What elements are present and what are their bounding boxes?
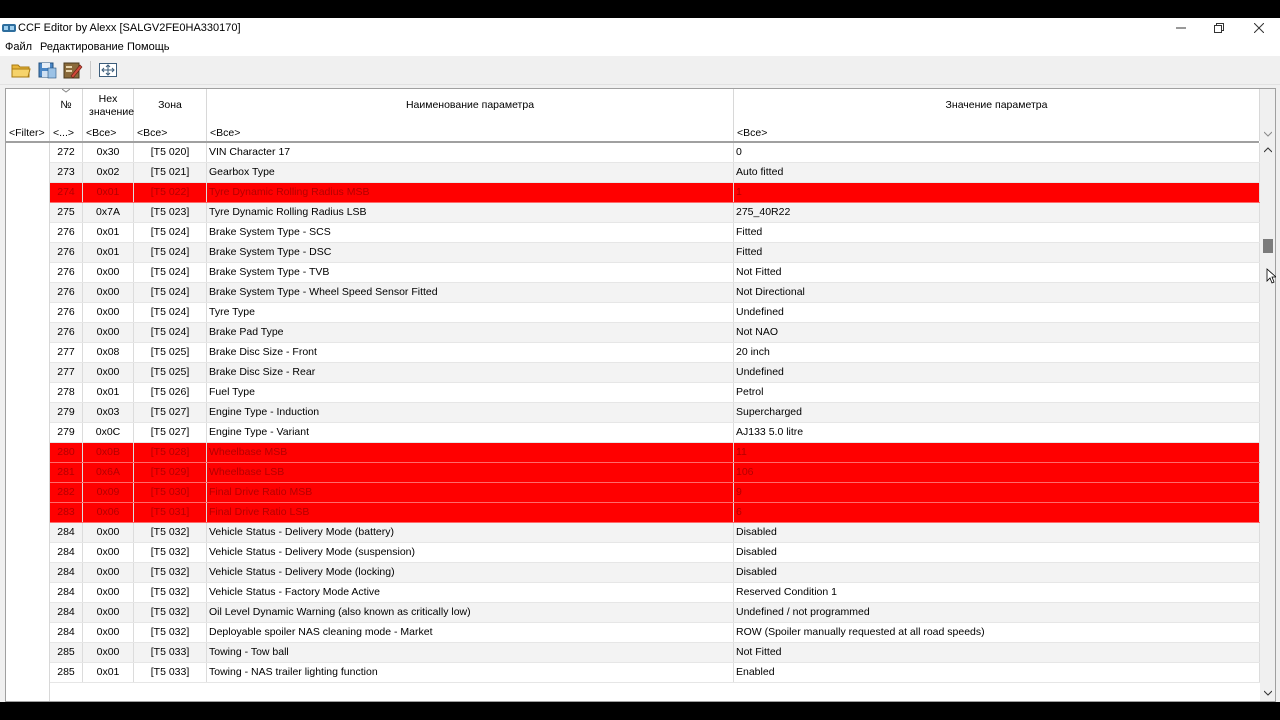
cell-num[interactable]: 285: [50, 643, 83, 662]
cell-name[interactable]: Vehicle Status - Delivery Mode (battery): [207, 523, 734, 542]
table-row[interactable]: [50, 243, 1260, 263]
col-header-name-label: Наименование параметра: [405, 99, 535, 111]
col-header-hex[interactable]: [83, 89, 134, 125]
cell-zone[interactable]: [T5 032]: [134, 563, 207, 582]
cell-num[interactable]: 282: [50, 483, 83, 502]
table-row[interactable]: [50, 623, 1260, 643]
cell-value[interactable]: Not Fitted: [734, 263, 1260, 282]
cell-value[interactable]: Supercharged: [734, 403, 1260, 422]
edit-button[interactable]: [62, 59, 84, 81]
cell-zone[interactable]: [T5 025]: [134, 363, 207, 382]
filter-value[interactable]: <Все>: [734, 125, 1260, 141]
cell-num[interactable]: 278: [50, 383, 83, 402]
edit-icon: [62, 59, 84, 81]
cell-num[interactable]: 276: [50, 263, 83, 282]
cell-name[interactable]: Brake System Type - SCS: [207, 223, 734, 242]
cell-num[interactable]: 277: [50, 343, 83, 362]
cell-value[interactable]: Not NAO: [734, 323, 1260, 342]
cell-value[interactable]: Undefined / not programmed: [734, 603, 1260, 622]
cell-hex[interactable]: 0x09: [83, 483, 134, 502]
cell-num[interactable]: 284: [50, 603, 83, 622]
fit-view-button[interactable]: [97, 59, 119, 81]
table-row[interactable]: [50, 443, 1260, 463]
cell-hex[interactable]: 0x00: [83, 543, 134, 562]
cell-zone[interactable]: [T5 032]: [134, 543, 207, 562]
cell-zone[interactable]: [T5 024]: [134, 283, 207, 302]
cell-name[interactable]: Brake Disc Size - Rear: [207, 363, 734, 382]
cell-num[interactable]: 283: [50, 503, 83, 522]
col-header-value-label: Значение параметра: [945, 99, 1048, 111]
filter-name[interactable]: <Все>: [207, 125, 734, 141]
toolbar-separator: [90, 61, 91, 79]
cell-name[interactable]: Tyre Dynamic Rolling Radius MSB: [207, 183, 734, 202]
cell-name[interactable]: Wheelbase LSB: [207, 463, 734, 482]
table-row[interactable]: [50, 323, 1260, 343]
cell-value[interactable]: Not Fitted: [734, 643, 1260, 662]
cell-zone[interactable]: [T5 032]: [134, 583, 207, 602]
cell-num[interactable]: 281: [50, 463, 83, 482]
cell-zone[interactable]: [T5 024]: [134, 303, 207, 322]
cell-value[interactable]: 0: [734, 143, 1260, 162]
cell-zone[interactable]: [T5 027]: [134, 423, 207, 442]
cell-zone[interactable]: [T5 032]: [134, 623, 207, 642]
cell-hex[interactable]: 0x7A: [83, 203, 134, 222]
toolbar: [0, 56, 1280, 85]
scroll-thumb[interactable]: [1263, 239, 1273, 253]
chevron-up-icon: [1264, 147, 1272, 153]
cell-value[interactable]: Auto fitted: [734, 163, 1260, 182]
cell-num[interactable]: 272: [50, 143, 83, 162]
cell-name[interactable]: Vehicle Status - Factory Mode Active: [207, 583, 734, 602]
table-row[interactable]: [50, 583, 1260, 603]
cell-num[interactable]: 276: [50, 303, 83, 322]
col-header-hex-label: Hex значение: [89, 93, 135, 118]
title-bar[interactable]: [0, 18, 1280, 39]
cell-value[interactable]: 11: [734, 443, 1260, 462]
cell-value[interactable]: Fitted: [734, 223, 1260, 242]
col-header-name[interactable]: [207, 89, 734, 125]
cell-hex[interactable]: 0x00: [83, 563, 134, 582]
cell-num[interactable]: 277: [50, 363, 83, 382]
cell-hex[interactable]: 0x01: [83, 383, 134, 402]
cell-name[interactable]: Brake System Type - DSC: [207, 243, 734, 262]
cell-num[interactable]: 275: [50, 203, 83, 222]
table-row[interactable]: [50, 363, 1260, 383]
cell-hex[interactable]: 0x00: [83, 303, 134, 322]
cell-num[interactable]: 284: [50, 523, 83, 542]
row-selector-column[interactable]: [6, 143, 50, 702]
cell-name[interactable]: Tyre Type: [207, 303, 734, 322]
cell-name[interactable]: Fuel Type: [207, 383, 734, 402]
col-header-num-label: №: [60, 99, 72, 111]
table-row[interactable]: [50, 543, 1260, 563]
cell-zone[interactable]: [T5 032]: [134, 523, 207, 542]
cell-name[interactable]: Towing - Tow ball: [207, 643, 734, 662]
cell-hex[interactable]: 0x03: [83, 403, 134, 422]
cell-hex[interactable]: 0x01: [83, 663, 134, 682]
minimize-icon: [1176, 23, 1186, 33]
cell-num[interactable]: 284: [50, 623, 83, 642]
cell-hex[interactable]: 0x06: [83, 503, 134, 522]
menu-bar: [0, 39, 1280, 56]
cell-hex[interactable]: 0x0C: [83, 423, 134, 442]
app-window: [0, 18, 1280, 702]
parameter-grid[interactable]: [5, 88, 1276, 702]
cell-name[interactable]: Brake System Type - TVB: [207, 263, 734, 282]
cell-value[interactable]: 9: [734, 483, 1260, 502]
cell-hex[interactable]: 0x00: [83, 323, 134, 342]
cell-hex[interactable]: 0x00: [83, 363, 134, 382]
cell-zone[interactable]: [T5 021]: [134, 163, 207, 182]
cell-num[interactable]: 276: [50, 223, 83, 242]
cell-hex[interactable]: 0x02: [83, 163, 134, 182]
restore-icon: [1214, 23, 1224, 33]
save-button[interactable]: [36, 59, 58, 81]
save-icon: [36, 59, 58, 81]
filter-hex[interactable]: <Все>: [83, 125, 134, 141]
mouse-cursor-icon: [1266, 268, 1276, 284]
cell-zone[interactable]: [T5 023]: [134, 203, 207, 222]
filter-label: <Filter>: [6, 125, 50, 141]
restore-button[interactable]: [1200, 18, 1238, 39]
cell-hex[interactable]: 0x00: [83, 583, 134, 602]
cell-name[interactable]: Oil Level Dynamic Warning (also known as critically low): [207, 603, 734, 622]
cell-hex[interactable]: 0x00: [83, 623, 134, 642]
cell-num[interactable]: 285: [50, 663, 83, 682]
col-header-zone-label: Зона: [158, 99, 182, 111]
cell-value[interactable]: 1: [734, 183, 1260, 202]
cell-name[interactable]: Final Drive Ratio LSB: [207, 503, 734, 522]
cell-name[interactable]: VIN Character 17: [207, 143, 734, 162]
table-row[interactable]: [50, 143, 1260, 163]
fit-view-icon: [97, 59, 119, 81]
table-row[interactable]: [50, 263, 1260, 283]
table-row[interactable]: [50, 383, 1260, 403]
cell-zone[interactable]: [T5 031]: [134, 503, 207, 522]
table-row[interactable]: [50, 343, 1260, 363]
col-header-num[interactable]: [50, 89, 83, 125]
cell-num[interactable]: 284: [50, 563, 83, 582]
cell-value[interactable]: Undefined: [734, 363, 1260, 382]
cell-value[interactable]: Disabled: [734, 563, 1260, 582]
table-row[interactable]: [50, 663, 1260, 683]
window-title: CCF Editor by Alexx [SALGV2FE0HA330170]: [18, 22, 241, 34]
cell-num[interactable]: 280: [50, 443, 83, 462]
cell-num[interactable]: 276: [50, 323, 83, 342]
table-row[interactable]: [50, 223, 1260, 243]
table-row[interactable]: [50, 403, 1260, 423]
cell-value[interactable]: Undefined: [734, 303, 1260, 322]
table-row[interactable]: [50, 463, 1260, 483]
cell-value[interactable]: Disabled: [734, 543, 1260, 562]
cell-value[interactable]: Petrol: [734, 383, 1260, 402]
col-header-value[interactable]: [734, 89, 1260, 125]
cell-zone[interactable]: [T5 033]: [134, 643, 207, 662]
cell-name[interactable]: Gearbox Type: [207, 163, 734, 182]
cell-name[interactable]: Wheelbase MSB: [207, 443, 734, 462]
filter-num[interactable]: <...>: [50, 125, 83, 141]
cell-hex[interactable]: 0x00: [83, 643, 134, 662]
cell-value[interactable]: 106: [734, 463, 1260, 482]
cell-value[interactable]: 20 inch: [734, 343, 1260, 362]
cell-hex[interactable]: 0x01: [83, 243, 134, 262]
cell-hex[interactable]: 0x01: [83, 183, 134, 202]
cell-name[interactable]: Engine Type - Variant: [207, 423, 734, 442]
cell-name[interactable]: Vehicle Status - Delivery Mode (suspension): [207, 543, 734, 562]
cell-zone[interactable]: [T5 027]: [134, 403, 207, 422]
table-row[interactable]: [50, 303, 1260, 323]
col-header-zone[interactable]: [134, 89, 207, 125]
cell-zone[interactable]: [T5 020]: [134, 143, 207, 162]
cell-num[interactable]: 279: [50, 403, 83, 422]
close-button[interactable]: [1240, 18, 1278, 39]
table-row[interactable]: [50, 523, 1260, 543]
cell-hex[interactable]: 0x00: [83, 603, 134, 622]
scroll-up-button[interactable]: [1260, 143, 1275, 158]
cell-zone[interactable]: [T5 032]: [134, 603, 207, 622]
open-button[interactable]: [10, 59, 32, 81]
cell-value[interactable]: Enabled: [734, 663, 1260, 682]
open-folder-icon: [10, 59, 32, 81]
scroll-header-arrow: [1260, 127, 1275, 142]
menu-help[interactable]: Помощь: [127, 41, 170, 53]
cell-name[interactable]: Towing - NAS trailer lighting function: [207, 663, 734, 682]
cell-zone[interactable]: [T5 024]: [134, 243, 207, 262]
cell-zone[interactable]: [T5 026]: [134, 383, 207, 402]
cell-name[interactable]: Engine Type - Induction: [207, 403, 734, 422]
cell-zone[interactable]: [T5 022]: [134, 183, 207, 202]
cell-name[interactable]: Deployable spoiler NAS cleaning mode - Market: [207, 623, 734, 642]
cell-value[interactable]: Fitted: [734, 243, 1260, 262]
table-row[interactable]: [50, 183, 1260, 203]
table-row[interactable]: [50, 423, 1260, 443]
cell-hex[interactable]: 0x00: [83, 263, 134, 282]
cell-num[interactable]: 273: [50, 163, 83, 182]
minimize-button[interactable]: [1162, 18, 1200, 39]
cell-hex[interactable]: 0x08: [83, 343, 134, 362]
cell-num[interactable]: 276: [50, 243, 83, 262]
cell-zone[interactable]: [T5 029]: [134, 463, 207, 482]
cell-value[interactable]: 275_40R22: [734, 203, 1260, 222]
cell-name[interactable]: Brake Pad Type: [207, 323, 734, 342]
scroll-down-button[interactable]: [1260, 686, 1275, 701]
cell-value[interactable]: Disabled: [734, 523, 1260, 542]
cell-hex[interactable]: 0x0B: [83, 443, 134, 462]
cell-hex[interactable]: 0x30: [83, 143, 134, 162]
cell-zone[interactable]: [T5 024]: [134, 263, 207, 282]
cell-zone[interactable]: [T5 028]: [134, 443, 207, 462]
cell-num[interactable]: 284: [50, 543, 83, 562]
table-row[interactable]: [50, 603, 1260, 623]
close-icon: [1254, 23, 1264, 33]
sort-indicator-icon: [62, 89, 70, 93]
cell-zone[interactable]: [T5 025]: [134, 343, 207, 362]
table-row[interactable]: [50, 483, 1260, 503]
cell-name[interactable]: Brake System Type - Wheel Speed Sensor Fitted: [207, 283, 734, 302]
table-row[interactable]: [50, 503, 1260, 523]
cell-hex[interactable]: 0x6A: [83, 463, 134, 482]
vertical-scrollbar[interactable]: [1260, 89, 1275, 701]
menu-edit[interactable]: Редактирование: [40, 41, 124, 53]
app-icon: [2, 23, 16, 33]
cell-value[interactable]: 6: [734, 503, 1260, 522]
chevron-down-icon: [1264, 131, 1272, 137]
cell-hex[interactable]: 0x01: [83, 223, 134, 242]
cell-value[interactable]: Reserved Condition 1: [734, 583, 1260, 602]
cell-name[interactable]: Brake Disc Size - Front: [207, 343, 734, 362]
cell-zone[interactable]: [T5 024]: [134, 223, 207, 242]
cell-zone[interactable]: [T5 024]: [134, 323, 207, 342]
table-row[interactable]: [50, 163, 1260, 183]
table-row[interactable]: [50, 203, 1260, 223]
cell-zone[interactable]: [T5 033]: [134, 663, 207, 682]
cell-value[interactable]: AJ133 5.0 litre: [734, 423, 1260, 442]
cell-num[interactable]: 274: [50, 183, 83, 202]
cell-zone[interactable]: [T5 030]: [134, 483, 207, 502]
cell-num[interactable]: 276: [50, 283, 83, 302]
cell-name[interactable]: Vehicle Status - Delivery Mode (locking): [207, 563, 734, 582]
cell-hex[interactable]: 0x00: [83, 523, 134, 542]
cell-num[interactable]: 284: [50, 583, 83, 602]
menu-file[interactable]: Файл: [5, 41, 33, 53]
table-row[interactable]: [50, 643, 1260, 663]
table-row[interactable]: [50, 283, 1260, 303]
chevron-down-icon: [1264, 690, 1272, 696]
table-row[interactable]: [50, 563, 1260, 583]
cell-num[interactable]: 279: [50, 423, 83, 442]
cell-name[interactable]: Tyre Dynamic Rolling Radius LSB: [207, 203, 734, 222]
filter-zone[interactable]: <Все>: [134, 125, 207, 141]
cell-value[interactable]: Not Directional: [734, 283, 1260, 302]
cell-value[interactable]: ROW (Spoiler manually requested at all road speeds): [734, 623, 1260, 642]
cell-name[interactable]: Final Drive Ratio MSB: [207, 483, 734, 502]
cell-hex[interactable]: 0x00: [83, 283, 134, 302]
row-header-corner: [6, 89, 50, 125]
